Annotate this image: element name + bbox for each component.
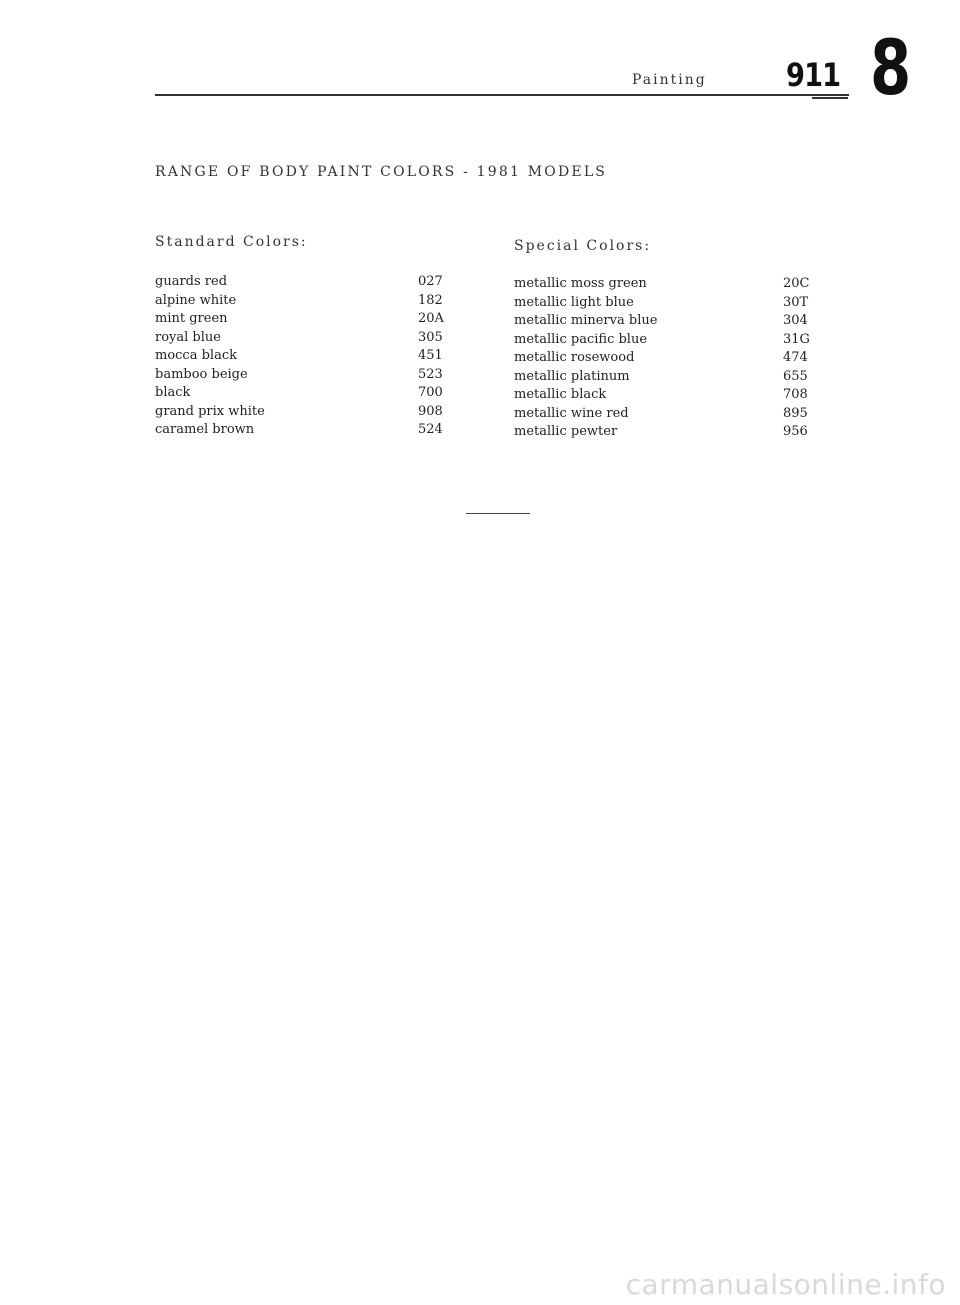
- color-code: 524: [418, 422, 443, 437]
- color-code: 20A: [418, 311, 444, 326]
- color-code: 895: [783, 405, 808, 421]
- list-item: [155, 421, 455, 440]
- color-name: metallic wine red: [514, 405, 629, 421]
- color-name: bamboo beige: [155, 366, 248, 382]
- color-code: 20C: [783, 276, 810, 291]
- list-item: [514, 368, 834, 387]
- color-name: royal blue: [155, 329, 221, 345]
- color-code: 700: [418, 385, 443, 400]
- color-code: 474: [783, 350, 808, 365]
- list-item: [514, 386, 834, 405]
- color-code: 708: [783, 387, 808, 402]
- color-code: 956: [783, 424, 808, 439]
- color-name: caramel brown: [155, 422, 255, 437]
- color-name: alpine white: [155, 292, 237, 308]
- list-item: [514, 349, 834, 368]
- watermark: carmanualsonline.info: [625, 1268, 946, 1301]
- standard-colors-list: [155, 273, 455, 440]
- list-item: [155, 292, 455, 311]
- color-code: 908: [418, 403, 443, 419]
- list-item: [155, 366, 455, 385]
- color-name: metallic black: [514, 387, 607, 402]
- list-item: [155, 329, 455, 348]
- header-rule: [155, 94, 849, 96]
- list-item: [514, 423, 834, 442]
- list-item: [514, 294, 834, 313]
- color-name: metallic platinum: [514, 368, 630, 384]
- list-item: [514, 312, 834, 331]
- special-colors-list: [514, 275, 834, 442]
- list-item: [514, 275, 834, 294]
- list-item: [155, 384, 455, 403]
- color-name: metallic pacific blue: [514, 331, 648, 347]
- color-code: 30T: [783, 294, 809, 310]
- list-item: [155, 273, 455, 292]
- color-code: 027: [418, 274, 443, 289]
- standard-colors-heading: Standard Colors:: [155, 234, 308, 250]
- color-code: 31G: [783, 331, 810, 347]
- color-name: metallic minerva blue: [514, 313, 658, 328]
- header-rule-accent: [812, 97, 848, 99]
- list-item: [155, 403, 455, 422]
- page-title: RANGE OF BODY PAINT COLORS - 1981 MODELS: [155, 164, 608, 180]
- list-item: [514, 405, 834, 424]
- end-of-section-rule: [466, 513, 530, 514]
- color-code: 305: [418, 329, 443, 345]
- special-colors-heading: Special Colors:: [514, 238, 652, 254]
- model-number: 911: [786, 56, 841, 94]
- color-name: mocca black: [155, 348, 237, 363]
- color-name: metallic rosewood: [514, 350, 635, 365]
- list-item: [155, 347, 455, 366]
- list-item: [155, 310, 455, 329]
- color-code: 182: [418, 292, 443, 308]
- color-code: 655: [783, 368, 808, 384]
- color-code: 523: [418, 366, 443, 382]
- color-code: 304: [783, 313, 808, 328]
- color-name: metallic moss green: [514, 276, 647, 291]
- color-name: mint green: [155, 311, 228, 326]
- list-item: [514, 331, 834, 350]
- color-name: metallic pewter: [514, 424, 618, 439]
- chapter-number: 8: [870, 23, 912, 112]
- color-name: black: [155, 385, 191, 400]
- color-name: grand prix white: [155, 403, 265, 419]
- color-code: 451: [418, 348, 443, 363]
- color-name: guards red: [155, 274, 228, 289]
- section-title: Painting: [632, 72, 707, 88]
- color-name: metallic light blue: [514, 294, 634, 310]
